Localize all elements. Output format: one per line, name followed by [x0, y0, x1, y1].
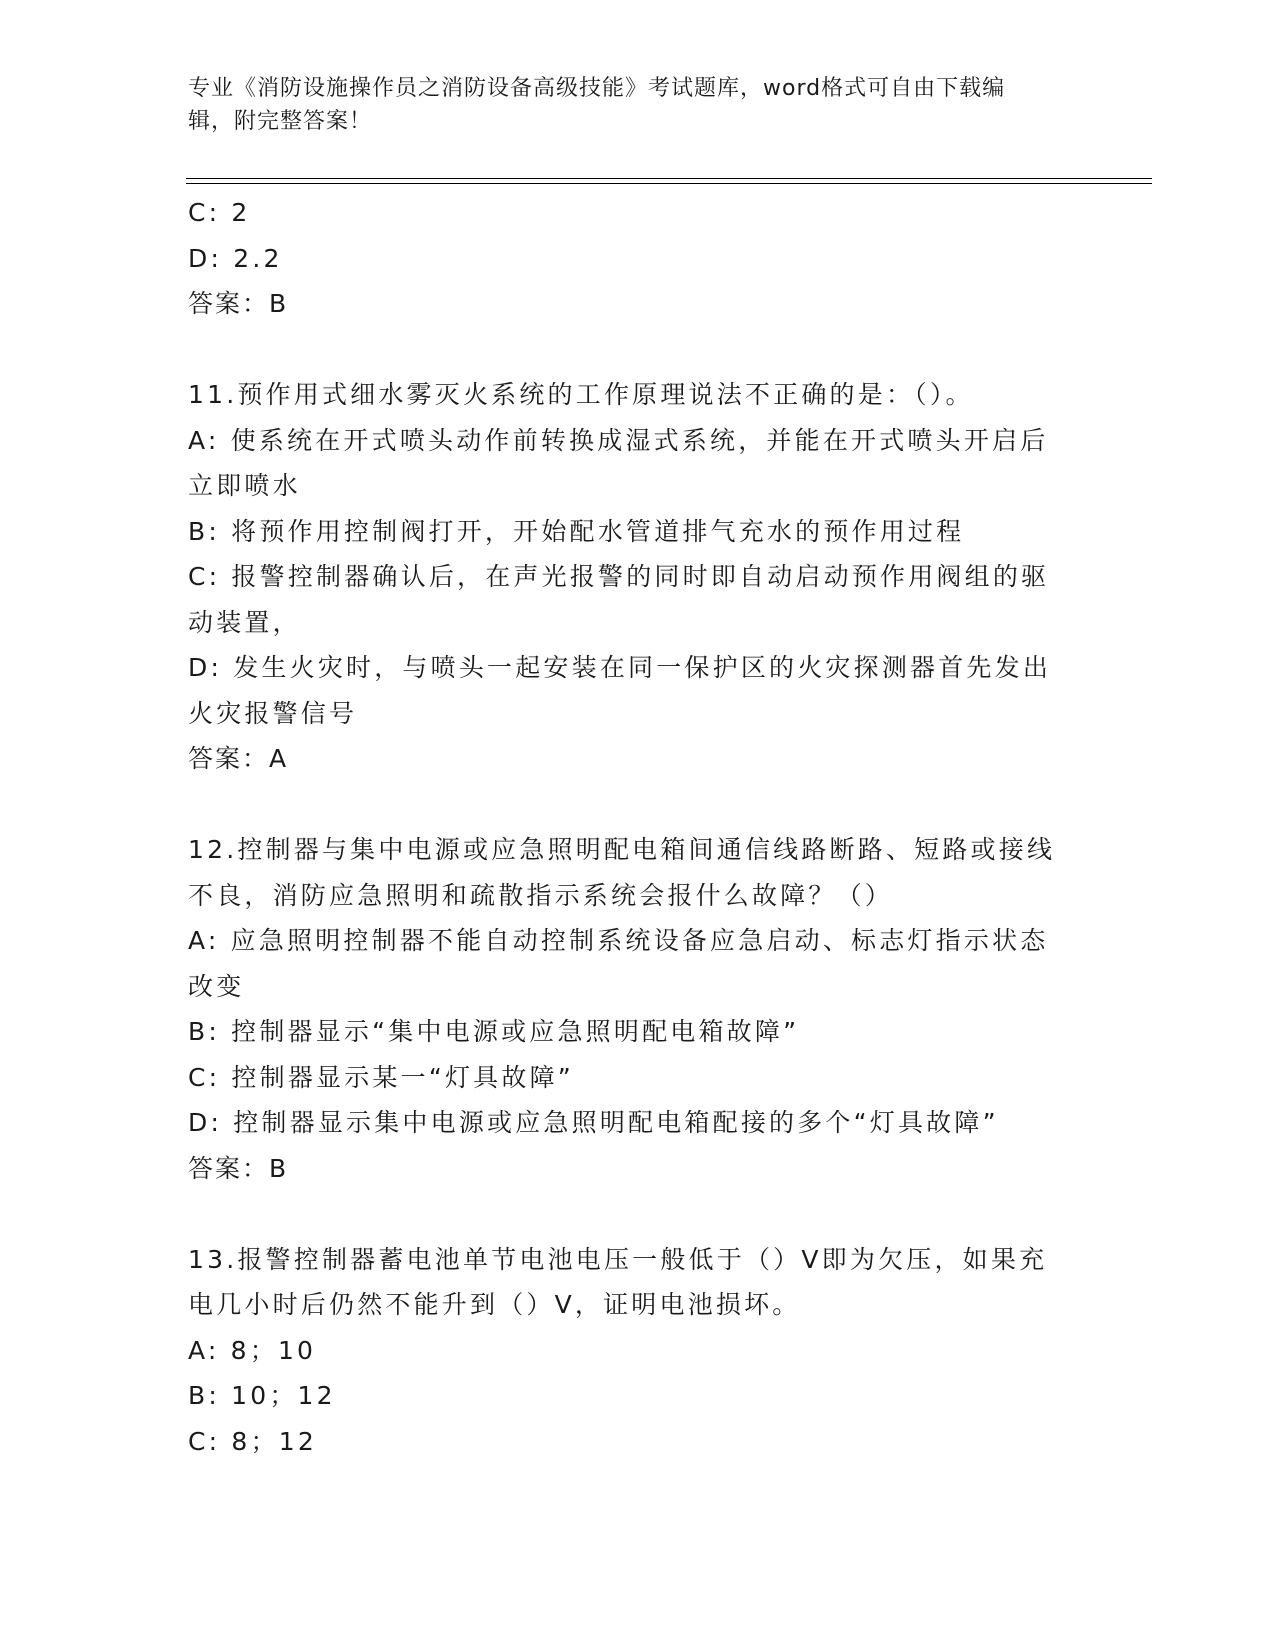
option-c: C: 报警控制器确认后，在声光报警的同时即自动启动预作用阀组的驱: [188, 562, 1050, 591]
question-text-continued: 不良，消防应急照明和疏散指示系统会报什么故障？（）: [188, 880, 894, 910]
header-divider-top: [186, 178, 1152, 179]
spacer: [188, 782, 1088, 828]
answer-line: 答案：B: [188, 289, 289, 318]
option-c: C: 8；12: [188, 1426, 317, 1456]
option-d-continued: 火灾报警信号: [188, 698, 358, 728]
option-d: D: 2.2: [188, 243, 283, 273]
spacer: [188, 1191, 1088, 1237]
question-block-13: [188, 1237, 1088, 1465]
page-header: [188, 72, 1088, 138]
question-block-10: [188, 190, 1088, 327]
answer-line: 答案：B: [188, 1153, 289, 1183]
header-line-1: 专业《消防设施操作员之消防设备高级技能》考试题库，word格式可自由下载编: [188, 76, 1006, 101]
option-a: A: 应急照明控制器不能自动控制系统设备应急启动、标志灯指示状态: [188, 926, 1049, 955]
question-text-continued: 电几小时后仍然不能升到（）V，证明电池损坏。: [188, 1290, 801, 1319]
option-a: A: 8；10: [188, 1335, 317, 1365]
question-text: 13.报警控制器蓄电池单节电池电压一般低于（）V即为欠压，如果充: [188, 1244, 1048, 1274]
question-block-11: [188, 372, 1088, 782]
spacer: [188, 327, 1088, 373]
option-a-continued: 改变: [188, 971, 245, 1001]
question-text: 11.预作用式细水雾灭火系统的工作原理说法不正确的是：（）。: [188, 380, 974, 409]
question-list: [188, 190, 1088, 1464]
option-a-continued: 立即喷水: [188, 471, 301, 500]
option-d: D: 控制器显示集中电源或应急照明配电箱配接的多个“灯具故障”: [188, 1108, 999, 1137]
option-a: A: 使系统在开式喷头动作前转换成湿式系统，并能在开式喷头开启后: [188, 425, 1049, 455]
question-block-12: [188, 827, 1088, 1191]
option-c: C: 2: [188, 198, 251, 227]
option-d: D: 发生火灾时，与喷头一起安装在同一保护区的火灾探测器首先发出: [188, 653, 1052, 682]
option-c-continued: 动装置，: [188, 607, 301, 637]
option-c: C: 控制器显示某一“灯具故障”: [188, 1062, 574, 1092]
header-line-2: 辑，附完整答案！: [188, 109, 373, 134]
answer-line: 答案：A: [188, 744, 289, 773]
option-b: B: 10；12: [188, 1381, 336, 1410]
header-divider-bottom: [186, 183, 1152, 184]
option-b: B: 将预作用控制阀打开，开始配水管道排气充水的预作用过程: [188, 516, 965, 546]
question-text: 12.控制器与集中电源或应急照明配电箱间通信线路断路、短路或接线: [188, 835, 1056, 864]
option-b: B: 控制器显示“集中电源或应急照明配电箱故障”: [188, 1017, 800, 1046]
